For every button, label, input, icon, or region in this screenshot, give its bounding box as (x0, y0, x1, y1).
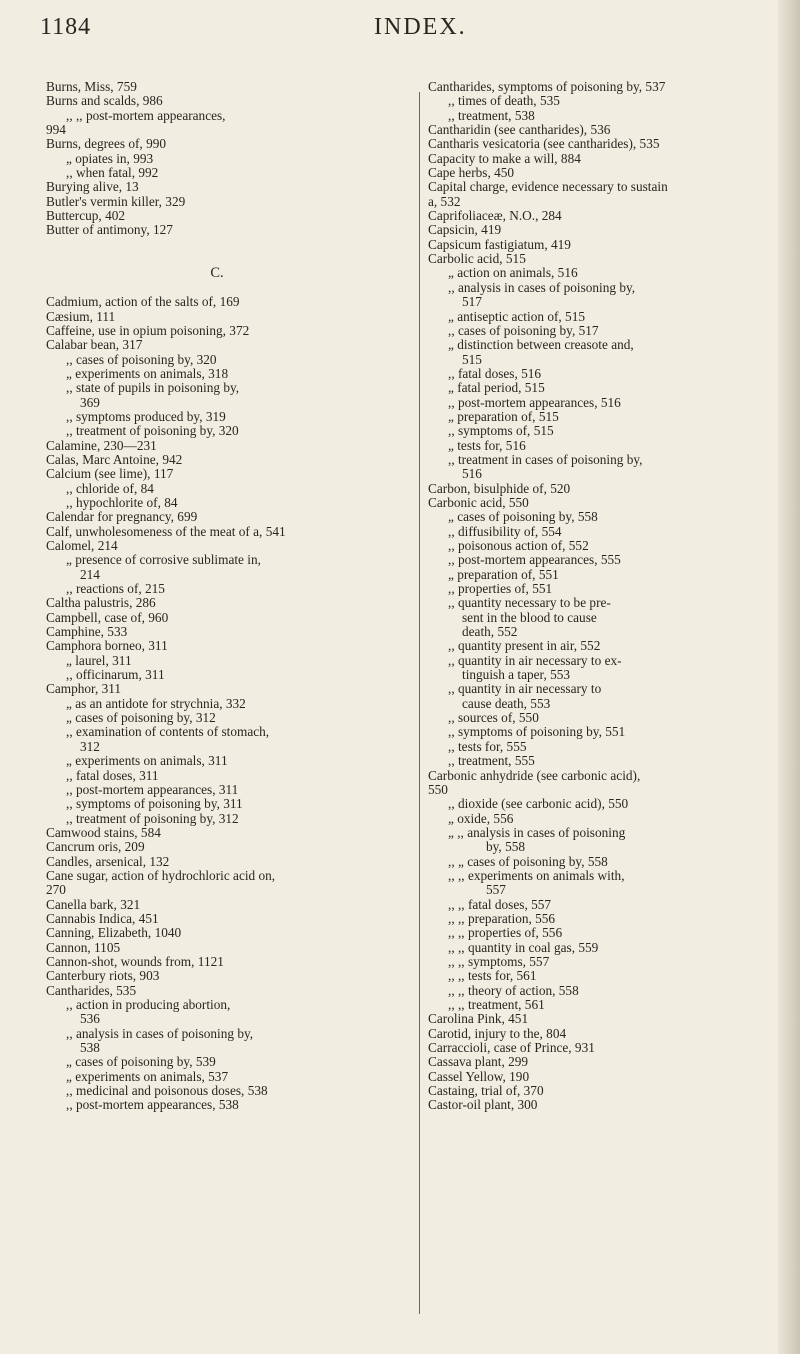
index-entry: „ antiseptic action of, 515 (448, 308, 585, 324)
index-entry: Capsicin, 419 (428, 222, 502, 238)
index-entry: Candles, arsenical, 132 (46, 853, 170, 869)
index-entry: „ tests for, 516 (448, 437, 526, 453)
index-entry: Carbonic acid, 550 (428, 494, 529, 510)
index-entry: Buttercup, 402 (46, 208, 126, 224)
index-entry: Capital charge, evidence necessary to sustain (428, 179, 668, 195)
index-entry: ,, cases of poisoning by, 320 (66, 351, 217, 367)
index-entry: ,, ,, preparation, 556 (448, 910, 556, 926)
index-entry: ,, reactions of, 215 (66, 581, 165, 597)
index-entry: Canterbury riots, 903 (46, 968, 160, 984)
index-entry: ,, quantity present in air, 552 (448, 638, 601, 654)
index-entry: Carolina Pink, 451 (428, 1011, 529, 1027)
index-entry: 214 (80, 566, 100, 582)
index-column-left (46, 80, 416, 1113)
index-entry: Carbon, bisulphide of, 520 (428, 480, 571, 496)
index-entry: a, 532 (428, 193, 461, 209)
index-entry: Cancrum oris, 209 (46, 839, 145, 855)
index-entry: Canella bark, 321 (46, 896, 141, 912)
index-entry: „ distinction between creasote and, (448, 337, 634, 353)
index-entry: 550 (428, 781, 448, 797)
index-entry: „ experiments on animals, 537 (66, 1068, 229, 1084)
index-entry: Cannon, 1105 (46, 939, 121, 955)
index-entry: ,, symptoms of poisoning by, 551 (448, 724, 626, 740)
index-entry: „ experiments on animals, 318 (66, 365, 229, 381)
index-entry: 557 (486, 882, 506, 898)
index-entry: ,, symptoms of poisoning by, 311 (66, 796, 243, 812)
index-entry: Camphine, 533 (46, 624, 128, 640)
index-entry: Carotid, injury to the, 804 (428, 1025, 567, 1041)
index-entry: „ experiments on animals, 311 (66, 753, 228, 769)
index-entry: „ action on animals, 516 (448, 265, 578, 281)
index-entry: Castor-oil plant, 300 (428, 1097, 538, 1113)
index-entry: ,, ,, treatment, 561 (448, 997, 545, 1012)
spacer (46, 281, 416, 295)
index-entry: ,, quantity necessary to be pre- (448, 595, 611, 611)
index-entry: 994 (46, 122, 66, 138)
index-entry: Camphor, 311 (46, 681, 122, 697)
index-entry: Cape herbs, 450 (428, 165, 515, 181)
index-entry: Cantharis vesicatoria (see cantharides), 535 (428, 136, 660, 152)
index-entry: Butler's vermin killer, 329 (46, 193, 186, 209)
index-entry: ,, diffusibility of, 554 (448, 523, 562, 539)
spacer (46, 252, 416, 266)
index-entry: ,, treatment in cases of poisoning by, (448, 451, 643, 467)
index-entry: by, 558 (486, 839, 526, 855)
index-entry: Cantharides, symptoms of poisoning by, 537 (428, 79, 666, 94)
index-entry: Caffeine, use in opium poisoning, 372 (46, 322, 250, 338)
index-entry: Calf, unwholesomeness of the meat of a, 541 (46, 523, 286, 539)
index-entry: ,, action in producing abortion, (66, 997, 231, 1012)
running-title: INDEX. (374, 14, 467, 40)
index-entry: cause death, 553 (462, 695, 551, 711)
index-entry: ,, ,, symptoms, 557 (448, 953, 550, 969)
index-entry: Cannabis Indica, 451 (46, 910, 159, 926)
index-entry: ,, dioxide (see carbonic acid), 550 (448, 796, 629, 812)
index-entry: ,, ,, post-mortem appearances, (66, 107, 226, 123)
index-entry: „ opiates in, 993 (66, 150, 154, 166)
index-entry: tinguish a taper, 553 (462, 667, 571, 683)
index-entry: ,, poisonous action of, 552 (448, 538, 589, 553)
index-entry: ,, sources of, 550 (448, 710, 539, 726)
index-entry: „ cases of poisoning by, 558 (448, 509, 598, 525)
index-entry: Calamine, 230—231 (46, 437, 157, 453)
index-entry: ,, post-mortem appearances, 555 (448, 552, 621, 568)
index-entry: ,, post-mortem appearances, 311 (66, 781, 239, 797)
index-entry: sent in the blood to cause (462, 609, 597, 625)
index-entry: ,, properties of, 551 (448, 581, 553, 597)
index-entry: Burns, Miss, 759 (46, 79, 137, 94)
index-entry: Cantharides, 535 (46, 982, 137, 998)
index-entry: Cæsium, 111 (46, 308, 116, 324)
index-entry: ,, cases of poisoning by, 517 (448, 322, 599, 338)
index-entry: Calomel, 214 (46, 538, 118, 553)
index-entry: ,, symptoms produced by, 319 (66, 408, 226, 424)
index-entry: Castaing, trial of, 370 (428, 1083, 544, 1099)
index-entry: Burns and scalds, 986 (46, 93, 163, 109)
index-entry: Burying alive, 13 (46, 179, 139, 195)
index-entry: ,, quantity in air necessary to ex- (448, 652, 622, 668)
page-edge (778, 0, 800, 1354)
index-entry: Camwood stains, 584 (46, 824, 161, 840)
index-entry: Carbonic anhydride (see carbonic acid), (428, 767, 641, 783)
index-entry: ,, post-mortem appearances, 516 (448, 394, 621, 410)
column-divider (419, 92, 420, 1314)
index-entry: „ cases of poisoning by, 312 (66, 710, 216, 726)
index-entry: Calendar for pregnancy, 699 (46, 509, 198, 525)
index-entry: ,, examination of contents of stomach, (66, 724, 270, 740)
index-entry: Cannon-shot, wounds from, 1121 (46, 953, 224, 969)
index-entry: Cassava plant, 299 (428, 1054, 529, 1070)
index-entry: ,, tests for, 555 (448, 738, 527, 754)
index-entry: Cantharidin (see cantharides), 536 (428, 122, 611, 138)
index-entry: ,, ,, quantity in coal gas, 559 (448, 939, 599, 955)
index-entry: Calas, Marc Antoine, 942 (46, 451, 183, 467)
index-entry: ,, symptoms of, 515 (448, 423, 554, 439)
index-entry: Cadmium, action of the salts of, 169 (46, 294, 240, 310)
index-entry: ,, ,, experiments on animals with, (448, 867, 625, 883)
index-entry: 517 (462, 294, 482, 310)
index-entry: ,, treatment, 555 (448, 753, 535, 769)
index-entry: ,, hypochlorite of, 84 (66, 494, 178, 510)
index-column-right (428, 80, 768, 1113)
index-entry: „ ,, analysis in cases of poisoning (448, 824, 626, 840)
index-entry: ,, state of pupils in poisoning by, (66, 380, 240, 396)
index-entry: ,, treatment of poisoning by, 320 (66, 423, 239, 439)
index-entry: ,, analysis in cases of poisoning by, (66, 1025, 254, 1041)
spacer (46, 238, 416, 252)
index-entry: Camphora borneo, 311 (46, 638, 168, 654)
index-entry: ,, ,, theory of action, 558 (448, 982, 579, 998)
index-entry: „ cases of poisoning by, 539 (66, 1054, 216, 1070)
index-entry: ,, post-mortem appearances, 538 (66, 1097, 239, 1113)
page-number: 1184 (40, 14, 92, 40)
index-entry: ,, medicinal and poisonous doses, 538 (66, 1083, 268, 1099)
index-entry: ,, ,, tests for, 561 (448, 968, 537, 984)
index-entry: Butter of antimony, 127 (46, 222, 173, 238)
index-entry: Campbell, case of, 960 (46, 609, 169, 625)
index-entry: „ as an antidote for strychnia, 332 (66, 695, 246, 711)
page-header (28, 14, 768, 50)
index-entry: ,, analysis in cases of poisoning by, (448, 279, 636, 295)
index-entry: ,, times of death, 535 (448, 93, 560, 109)
index-entry: Caltha palustris, 286 (46, 595, 156, 611)
index-entry: Capacity to make a will, 884 (428, 150, 581, 166)
index-entry: „ preparation of, 515 (448, 408, 559, 424)
index-entry: ,, fatal doses, 516 (448, 365, 542, 381)
index-entry: ,, treatment of poisoning by, 312 (66, 810, 239, 826)
index-entry: „ fatal period, 515 (448, 380, 545, 396)
index-entry: 515 (462, 351, 482, 367)
index-entry: Burns, degrees of, 990 (46, 136, 167, 152)
index-entry: 369 (80, 394, 100, 410)
index-entry: ,, ,, properties of, 556 (448, 925, 563, 941)
index-entry: Carbolic acid, 515 (428, 251, 526, 267)
index-entry: Carraccioli, case of Prince, 931 (428, 1040, 595, 1056)
index-entry: ,, quantity in air necessary to (448, 681, 602, 697)
index-entry: 516 (462, 466, 482, 482)
index-entry: ,, ,, fatal doses, 557 (448, 896, 552, 912)
index-entry: 270 (46, 882, 66, 898)
index-entry: 312 (80, 738, 100, 754)
index-entry: 536 (80, 1011, 100, 1027)
index-entry: Calcium (see lime), 117 (46, 466, 174, 482)
index-entry: ,, chloride of, 84 (66, 480, 154, 496)
index-entry: ,, treatment, 538 (448, 107, 535, 123)
index-entry: Cane sugar, action of hydrochloric acid on, (46, 867, 276, 883)
index-entry: Capsicum fastigiatum, 419 (428, 236, 571, 252)
index-entry: Caprifoliaceæ, N.O., 284 (428, 208, 562, 224)
index-entry: „ laurel, 311 (66, 652, 132, 668)
index-entry: death, 552 (462, 624, 518, 640)
index-entry: „ oxide, 556 (448, 810, 514, 826)
index-entry: Calabar bean, 317 (46, 337, 143, 353)
index-entry: „ preparation of, 551 (448, 566, 559, 582)
index-entry: ,, officinarum, 311 (66, 667, 165, 683)
index-entry: Canning, Elizabeth, 1040 (46, 925, 182, 941)
index-entry: ,, „ cases of poisoning by, 558 (448, 853, 608, 869)
index-entry: Cassel Yellow, 190 (428, 1068, 530, 1084)
section-letter: C. (210, 265, 224, 282)
index-entry: 538 (80, 1040, 100, 1056)
index-entry: ,, when fatal, 992 (66, 165, 159, 181)
index-entry: ,, fatal doses, 311 (66, 767, 159, 783)
index-entry: „ presence of corrosive sublimate in, (66, 552, 261, 568)
